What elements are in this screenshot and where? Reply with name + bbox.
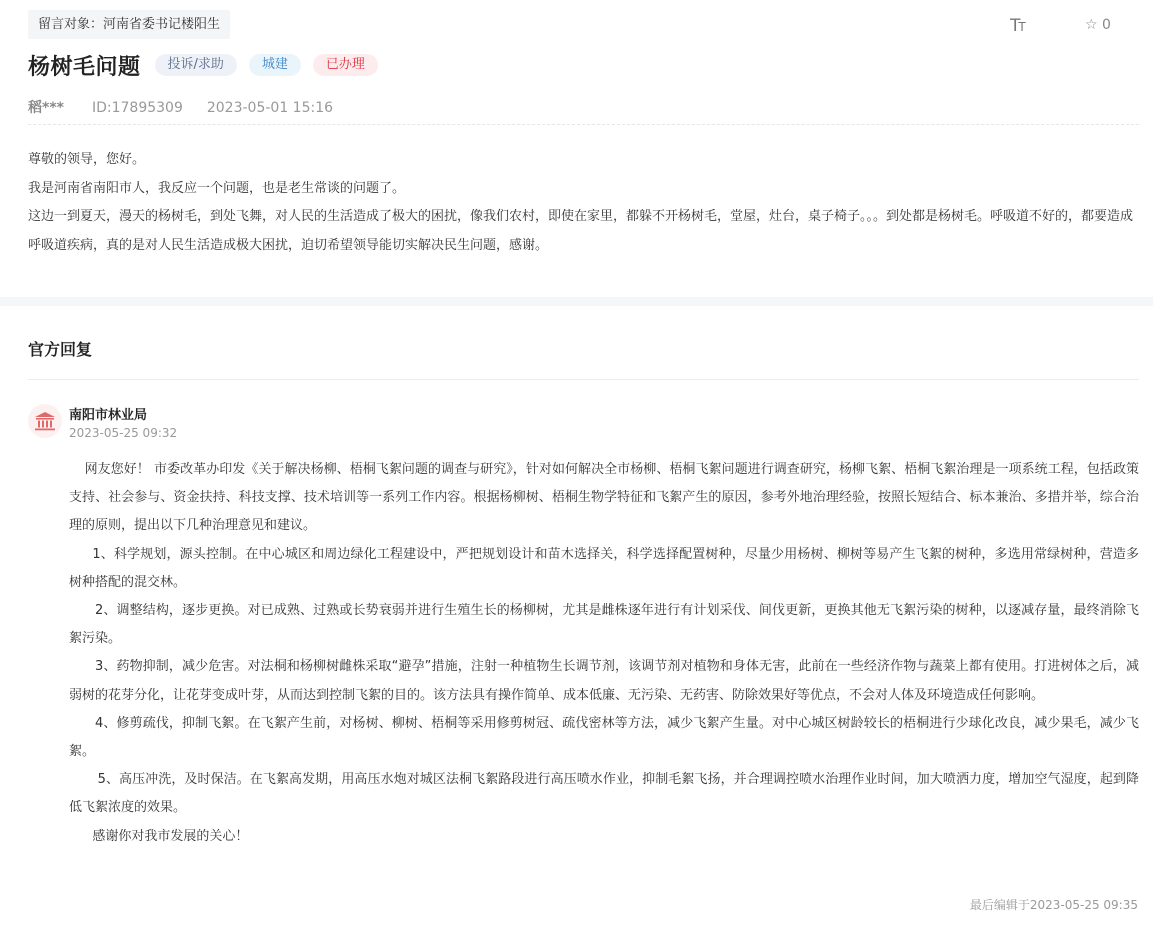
star-icon: ☆	[1085, 17, 1098, 33]
reply-paragraph: 2、调整结构，逐步更换。对已成熟、过熟或长势衰弱并进行生殖生长的杨柳树，尤其是雌株逐年进行有计划采伐、间伐更新，更换其他无飞絮污染的树种，以逐减存量，最终消除飞絮污染。	[69, 603, 1139, 647]
reply-org-name: 南阳市林业局	[69, 408, 148, 423]
tag-domain: 城建	[249, 54, 301, 76]
message-meta	[28, 97, 357, 117]
favorite-button[interactable]	[1085, 17, 1111, 33]
message-target: 留言对象：河南省委书记楼阳生	[28, 10, 230, 39]
favorite-count: 0	[1102, 17, 1111, 33]
message-id: ID:17895309	[91, 100, 183, 116]
message-datetime: 2023-05-01 15:16	[206, 100, 334, 116]
reply-body	[69, 456, 1139, 851]
divider	[28, 124, 1139, 125]
reply-paragraph: 网友您好！ 市委改革办印发《关于解决杨柳、梧桐飞絮问题的调查与研究》，针对如何解决全市杨柳、梧桐飞絮问题进行调查研究，杨柳飞絮、梧桐飞絮治理是一项系统工程，包括政策支持、社会参与、资金扶持、科技支撑、技术培训等一系列工作内容。根据杨柳树、梧桐生物学特征和飞絮产生的原因，参考外地治理经验，按照长短结合、标本兼治、多措并举，综合治理的原则，提出以下几种治理意见和建议。	[69, 462, 1139, 534]
message-paragraph: 这边一到夏天，漫天的杨树毛，到处飞舞，对人民的生活造成了极大的困扰，像我们农村，即使在家里，都躲不开杨树毛，堂屋，灶台，桌子椅子。。。到处都是杨树毛。呼吸道不好的，都要造成呼吸道疾病，真的是对人民生活造成极大困扰，迫切希望领导能切实解决民生问题，感谢。	[28, 209, 1134, 253]
reply-paragraph: 4、修剪疏伐，抑制飞絮。在飞絮产生前，对杨树、柳树、梧桐等采用修剪树冠、疏伐密林等方法，减少飞絮产生量。对中心城区树龄较长的梧桐进行少球化改良，减少果毛，减少飞絮。	[69, 715, 1139, 760]
message-body	[28, 146, 1139, 260]
government-building-icon	[34, 411, 56, 431]
reply-paragraph: 5、高压冲洗，及时保洁。在飞絮高发期，用高压水炮对城区法桐飞絮路段进行高压喷水作业，抑制毛絮飞扬，并合理调控喷水治理作业时间，加大喷洒力度，增加空气湿度，起到降低飞絮浓度的效果。	[69, 772, 1139, 816]
font-size-icon[interactable]: TT	[1010, 16, 1024, 36]
reply-paragraph: 3、药物抑制，减少危害。对法桐和杨柳树雌株采取“避孕”措施，注射一种植物生长调节剂，该调节剂对植物和身体无害，此前在一些经济作物与蔬菜上都有使用。打进树体之后，减弱树的花芽分化，让花芽变成叶芽，从而达到控制飞絮的目的。该方法具有操作简单、成本低廉、无污染、无药害、防除效果好等优点，不会对人体及环境造成任何影响。	[69, 659, 1139, 703]
message-paragraph: 尊敬的领导，您好。	[28, 152, 146, 167]
section-separator	[0, 297, 1153, 306]
page-title: 杨树毛问题	[28, 54, 141, 80]
reply-time: 2023-05-25 09:32	[69, 426, 178, 440]
message-paragraph: 我是河南省南阳市人，我反应一个问题，也是老生常谈的问题了。	[28, 180, 406, 196]
official-reply-heading: 官方回复	[28, 340, 93, 359]
reply-paragraph: 1、科学规划，源头控制。在中心城区和周边绿化工程建设中，严把规划设计和苗木选择关，科学选择配置树种，尽量少用杨树、柳树等易产生飞絮的树种，多选用常绿树种，营造多树种搭配的混交林。	[69, 546, 1139, 590]
divider	[28, 379, 1139, 380]
author-name: 稻***	[28, 100, 64, 116]
last-edited: 最后编辑于2023-05-25 09:35	[969, 898, 1138, 912]
tag-category-type: 投诉/求助	[155, 54, 237, 76]
org-avatar	[28, 404, 62, 438]
reply-paragraph: 感谢你对我市发展的关心！	[92, 828, 249, 844]
status-badge: 已办理	[313, 54, 378, 76]
title-row	[28, 50, 390, 80]
